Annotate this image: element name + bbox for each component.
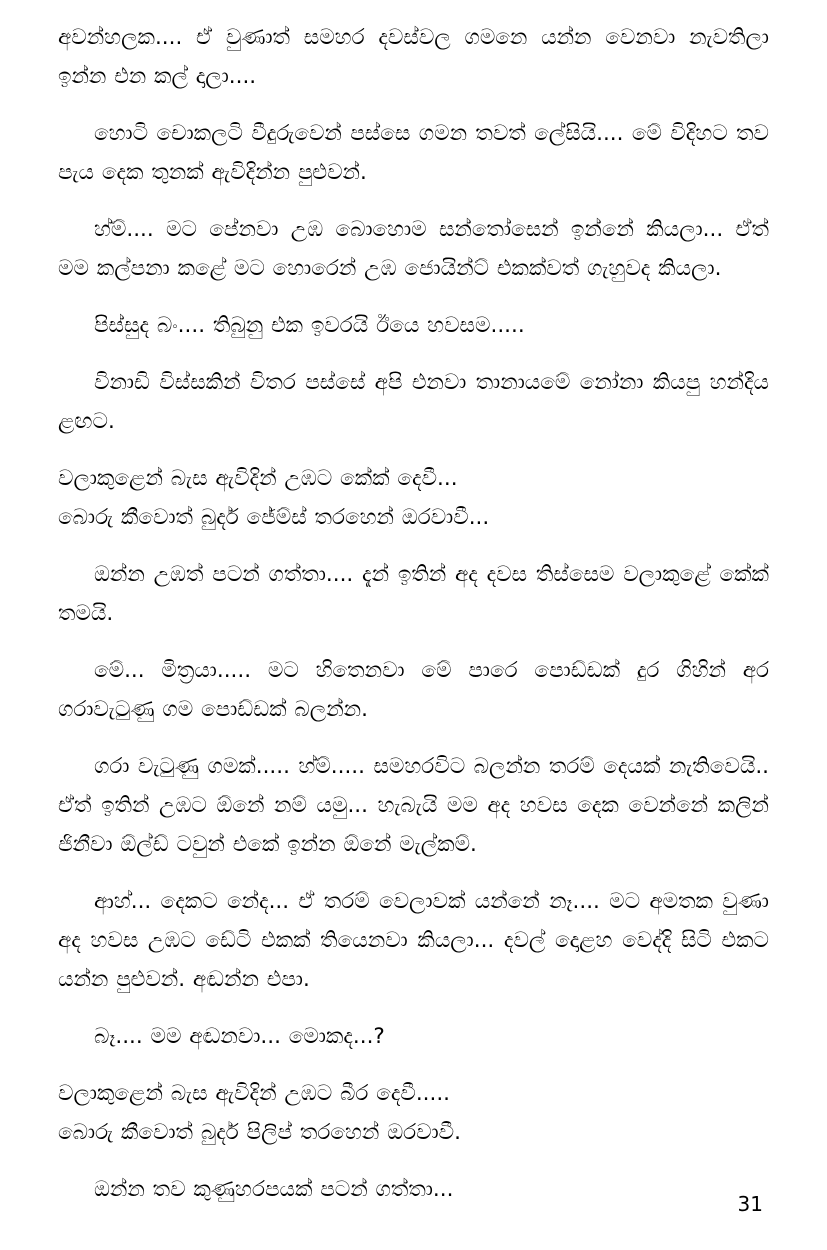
paragraph: ඔන්න තව කුණුහරපයක් පටන් ගත්තා... <box>94 1177 454 1202</box>
paragraph: හොටි චොකලටි වීදුරුවෙන් පස්සෙ ගමන තවත් ලේසියි.... මේ විදිහට තව පැය දෙක තුනක් ඇවිදින්න පුළුවන්. <box>58 121 769 185</box>
paragraph: විනාඩි විස්සකින් විතර පස්සේ අපි එනවා තානායමේ නෝනා කියපු හන්දිය ළඟට. <box>58 370 769 434</box>
paragraph: බොරු කීවොත් බුදර් පිලිප් තරහෙන් ඔරවාවී. <box>58 1120 461 1145</box>
paragraph: වලාකුළෙන් බැස ඇවිදින් උඹට කේක් දෙවී... <box>58 466 458 491</box>
paragraph: හ්ම්.... මට පේනවා උඹ බොහොම සන්තෝසෙන් ඉන්නේ කියලා... ඒත් මම කල්පනා කළේ මට හොරෙන් උඹ ජොයින්ට් එකක්වත් ගැහුවද කියලා. <box>58 217 769 281</box>
paragraph: ගරා වැටුණු ගමක්..... හ්ම්..... සමහරවිට බලන්න තරම් දෙයක් නැතිවෙයි.. ඒත් ඉතින් උඹට ඕනේ නම් යමු... හැබැයි මම අද හවස දෙක වෙන්නේ කලින් ජිනීවා ඕල්ඩ් ටවුන් එකේ ඉන්න ඕනේ මැල්කම්. <box>58 754 769 857</box>
page-number: 31 <box>737 1192 763 1216</box>
paragraph: අවන්හලක.... ඒ වුණාත් සමහර දවස්වල ගමනෙ යන්න වෙනවා නැවතිලා ඉන්න එන කල් දාලා.... <box>58 25 769 89</box>
paragraph: ආහ්... දෙකට නේද... ඒ තරම් වෙලාවක් යන්නේ නෑ.... මට අමතක වුණා අද හවස උඹට ඩේටි එකක් තියෙනවා කියලා... දවල් දොළහ වෙද්දි සිටි එකට යන්න පුළුවන්. අඬන්න එපා. <box>58 889 769 992</box>
paragraph: වලාකුළෙන් බැස ඇවිදින් උඹට බීර දෙවී..... <box>58 1081 450 1106</box>
paragraph: බෑ.... මම අඬනවා... මොකද...? <box>94 1024 385 1049</box>
paragraph: බොරු කීවොත් බුදර් ජේම්ස් තරහෙන් ඔරවාවී... <box>58 505 490 530</box>
paragraph: මේ... මිත්‍රයා..... මට හිතෙනවා මේ පාරෙ පොඩ්ඩක් දුර ගිහින් අර ගරාවැටුණු ගම පොඩ්ඩක් බලන්න. <box>58 658 769 722</box>
page-body <box>58 18 769 1209</box>
paragraph: පිස්සුද බං.... තිබුනු එක ඉවරයි ඊයෙ හවසම..... <box>94 313 525 338</box>
paragraph: ඔන්න උඹත් පටන් ගත්තා.... දැන් ඉතින් අද දවස තිස්සෙම වලාකුළේ කේක් තමයි. <box>58 562 769 626</box>
